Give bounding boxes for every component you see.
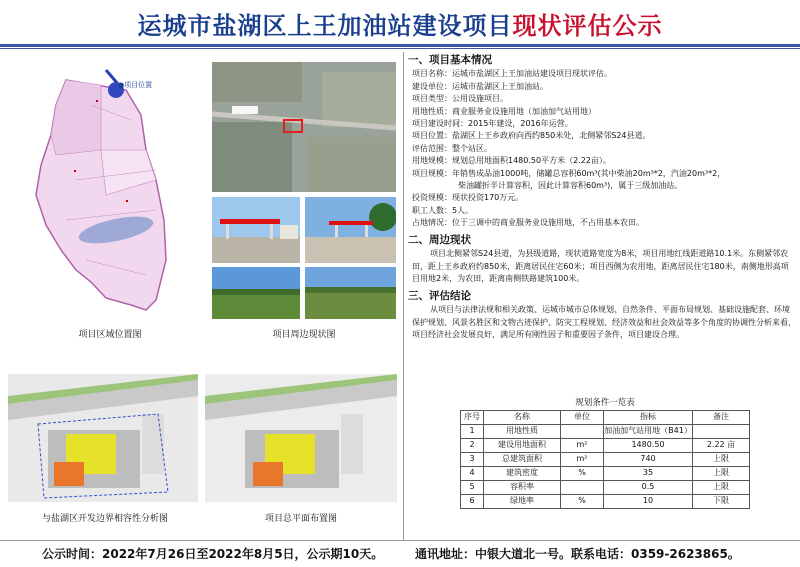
caption-site-plan: 项目总平面布置图 [264,514,337,524]
title-rule-thin [0,48,800,49]
info-row: 评估范围：整个站区。 [412,143,492,153]
station-photo-1 [212,197,300,263]
table-cell: 容积率 [484,481,561,495]
info-row: 占地情况：位于三调中的商业服务业设施用地，不占用基本农田。 [412,218,644,228]
conclusion-text: 从项目与法律法规和相关政策、运城市城市总体规划、自然条件、平面布局规划、基础设施配套、环境保护规划、风景名胜区和文物古迹保护、防灾工程规划、经济效益和社会效益等多个角度的协调性分析来看，项目经济社会发展良好，满足所有刚性因子和重要因子条件，项目建设合理。 [412,305,796,339]
info-row: 项目位置：盐湖区上王乡政府向西约850米处，北侧紧邻S24县道。 [412,131,651,141]
table-cell: 加油加气站用地（B41） [604,425,693,439]
basic-info-list [408,68,796,229]
table-cell: 2.22 亩 [693,439,750,453]
table-cell: 10 [604,495,693,509]
table-row [461,453,750,467]
table-cell: 上限 [693,453,750,467]
table-title: 规划条件一览表 [575,398,635,408]
table-cell: 建设用地面积 [484,439,561,453]
info-row: 职工人数：5人。 [412,205,474,215]
title-rule [0,44,800,47]
info-row: 建设单位：运城市盐湖区上王加油站。 [412,81,548,91]
footer-divider [0,540,800,541]
table-cell: % [561,495,604,509]
table-cell: 5 [461,481,484,495]
heading-conclusion: 三、评估结论 [408,289,471,302]
table-header: 指标 [604,411,693,425]
boundary-plan [8,374,198,502]
caption-location-map: 项目区域位置图 [78,330,142,340]
table-cell: m² [561,453,604,467]
table-header: 序号 [461,411,484,425]
info-row: 项目规模：年销售成品油1000吨，储罐总容积60m³(其中柴油20m³*2，汽油20m³*2， [412,168,726,178]
site-plan [205,374,397,502]
title-main: 运城市盐湖区上王加油站建设项目 [137,12,513,40]
aerial-photo [212,62,396,192]
info-panel [408,52,796,540]
table-cell [561,425,604,439]
location-map [6,60,206,322]
table-header-row [461,411,750,425]
table-cell: 6 [461,495,484,509]
footer-contact: 通讯地址：中银大道北一号。联系电话：0359-2623865。 [415,547,740,561]
table-cell: 总建筑面积 [484,453,561,467]
table-cell: 740 [604,453,693,467]
table-header: 备注 [693,411,750,425]
table-cell: 4 [461,467,484,481]
table-cell: 建筑密度 [484,467,561,481]
table-cell: 1 [461,425,484,439]
table-cell: 2 [461,439,484,453]
table-cell: % [561,467,604,481]
planning-table [460,410,750,509]
vertical-divider [403,52,404,540]
footer [0,543,800,567]
table-cell [561,481,604,495]
table-cell: 用地性质 [484,425,561,439]
table-row [461,467,750,481]
surroundings-text: 项目北侧紧邻S24县道，为县级道路，现状道路宽度为8米，项目用地红线距道路10.1米。东侧紧邻农田，距上王乡政府约850米，距离居民住宅60米；项目西侧为农用地，距离居民住宅180米，南侧地形高项目用地2米，为农田，距离南侧铁路建筑100米。 [412,249,789,284]
caption-boundary: 与盐湖区开发边界相容性分析图 [41,514,168,524]
station-photo-2 [305,197,396,263]
info-row: 用地性质：商业服务业设施用地（加油加气站用地） [412,106,596,116]
page-title [0,6,800,41]
info-row: 柴油罐折半计算容积，因此计算容积60m³)，属于三级加油站。 [458,181,683,191]
table-header: 单位 [561,411,604,425]
info-row: 项目类型：公用设施项目。 [412,94,508,104]
table-cell: 上限 [693,481,750,495]
table-row [461,439,750,453]
table-row [461,495,750,509]
table-cell: 绿地率 [484,495,561,509]
footer-publicity-period: 公示时间：2022年7月26日至2022年8月5日，公示期10天。 [42,547,384,561]
caption-surroundings: 项目周边现状图 [272,330,336,340]
table-cell [693,425,750,439]
table-cell: 3 [461,453,484,467]
table-header: 名称 [484,411,561,425]
table-cell: 1480.50 [604,439,693,453]
table-cell: 0.5 [604,481,693,495]
info-row: 投资规模：现状投资170万元。 [412,193,524,203]
table-row [461,481,750,495]
field-photo-1 [212,267,300,319]
project-location-label: ●项目位置 [118,81,153,89]
info-row: 用地规模：规划总用地面积1480.50平方米（2.22亩）。 [412,156,611,166]
table-cell: 上限 [693,467,750,481]
title-highlight: 现状评估公示 [512,12,663,40]
info-row: 项目名称：运城市盐湖区上王加油站建设项目现状评估。 [412,69,612,79]
table-cell: m² [561,439,604,453]
heading-surroundings: 二、周边现状 [408,233,471,246]
table-cell: 下限 [693,495,750,509]
table-cell: 35 [604,467,693,481]
info-row: 项目建设时间：2015年建设，2016年运营。 [412,119,573,129]
heading-basic-info: 一、项目基本情况 [408,54,492,66]
table-row [461,425,750,439]
field-photo-2 [305,267,396,319]
